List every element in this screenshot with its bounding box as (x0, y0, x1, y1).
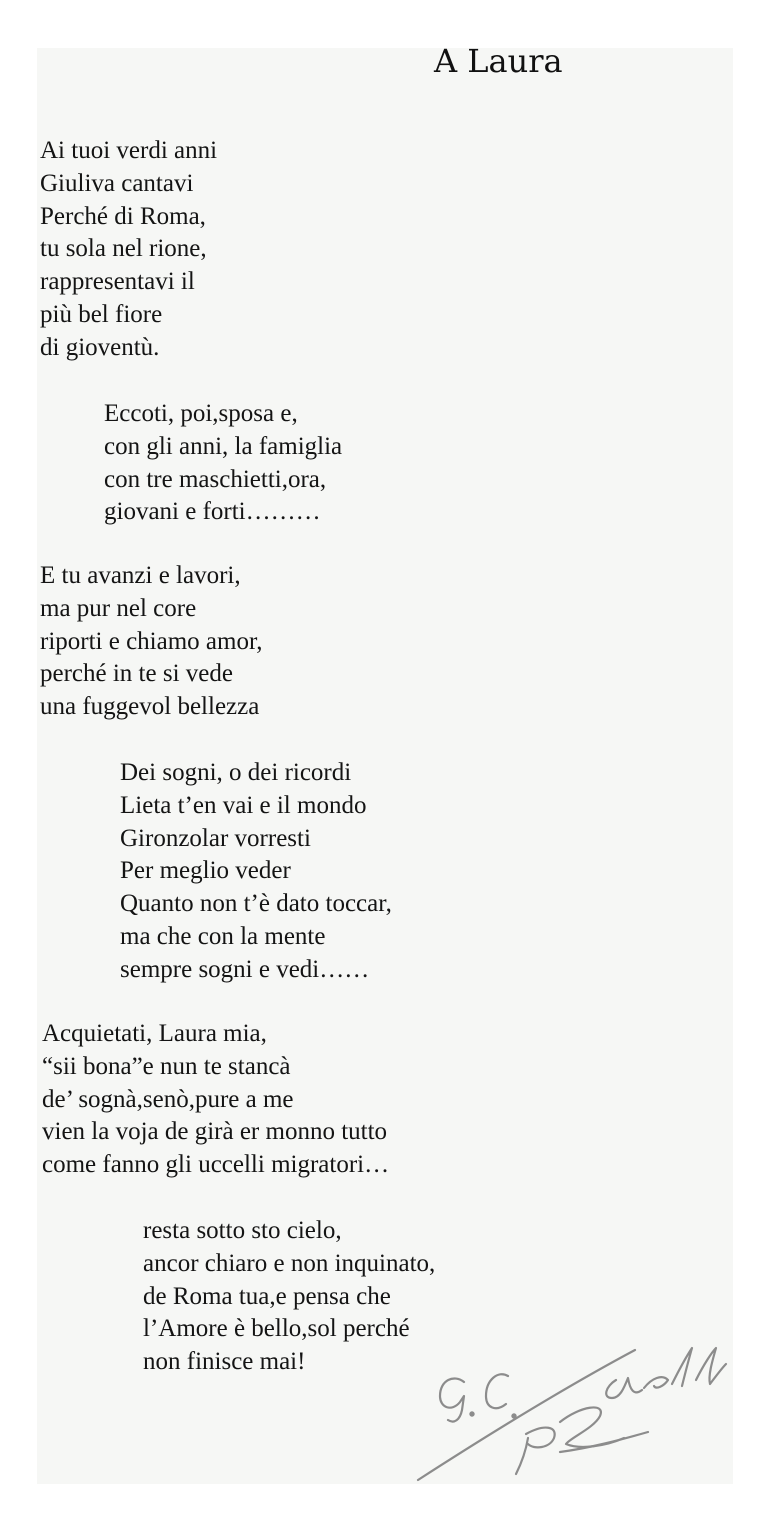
verse-line: tu sola nel rione, (40, 235, 207, 263)
verse-line: Per meglio veder (120, 857, 291, 885)
verse-line: l’Amore è bello,sol perché (143, 1315, 410, 1343)
verse-line: di gioventù. (40, 333, 160, 361)
verse-line: non finisce mai! (143, 1348, 306, 1376)
stanza-4 (120, 757, 392, 987)
verse-line: Perché di Roma, (40, 202, 206, 230)
verse-line: Gironzolar vorresti (120, 824, 311, 852)
verse-line: E tu avanzi e lavori, (40, 562, 241, 589)
verse-line: Dei sogni, o dei ricordi (120, 759, 352, 786)
verse-line: più bel fiore (40, 300, 163, 328)
verse-line: con tre maschietti,ora, (104, 465, 327, 493)
verse-line: rappresentavi il (40, 268, 195, 296)
verse-line: Ai tuoi verdi anni (40, 137, 218, 164)
verse-line: Giuliva cantavi (40, 169, 194, 197)
stanza-3 (40, 560, 263, 724)
verse-line: con gli anni, la famiglia (104, 432, 343, 460)
verse-line: vien la voja de girà er monno tutto (42, 1118, 388, 1146)
verse-line: de’ sognà,senò,pure a me (42, 1085, 294, 1113)
verse-line: sempre sogni e vedi…… (120, 955, 370, 983)
stanza-2 (104, 398, 342, 529)
verse-line: resta sotto sto cielo, (143, 1217, 342, 1244)
poem-title: A Laura (434, 42, 563, 80)
verse-line: “sii bona”e nun te stancà (42, 1052, 291, 1080)
verse-line: Lieta t’en vai e il mondo (120, 791, 367, 819)
verse-line: Acquietati, Laura mia, (42, 1020, 267, 1047)
verse-line: Quanto non t’è dato toccar, (120, 890, 392, 918)
verse-line: giovani e forti……… (104, 498, 321, 526)
verse-line: ma pur nel core (40, 594, 197, 622)
verse-line: riporti e chiamo amor, (40, 627, 263, 655)
verse-line: ancor chiaro e non inquinato, (143, 1249, 436, 1277)
verse-line: ma che con la mente (120, 922, 326, 950)
stanza-5 (42, 1018, 389, 1182)
verse-line: una fuggevol bellezza (40, 693, 260, 721)
verse-line: perché in te si vede (40, 660, 233, 688)
handwritten-signature (410, 1340, 740, 1490)
verse-line: Eccoti, poi,sposa e, (104, 400, 298, 427)
verse-line: de Roma tua,e pensa che (143, 1282, 391, 1310)
stanza-1 (40, 135, 217, 365)
verse-line: come fanno gli uccelli migratori… (42, 1151, 390, 1179)
stanza-6 (143, 1215, 435, 1379)
